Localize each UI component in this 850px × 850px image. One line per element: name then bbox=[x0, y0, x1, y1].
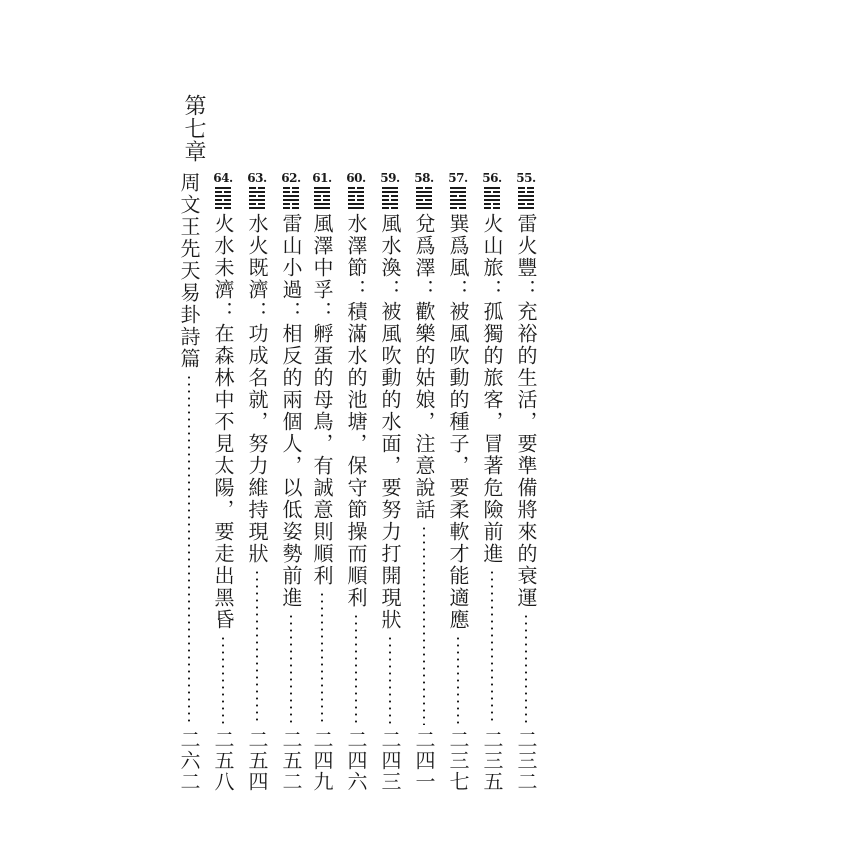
yin-line bbox=[283, 203, 299, 205]
yin-line bbox=[283, 187, 299, 189]
yang-line bbox=[416, 207, 432, 209]
dot-leader bbox=[525, 613, 527, 725]
yang-line bbox=[484, 195, 500, 197]
yin-line bbox=[518, 203, 534, 205]
entry-page: 二五二 bbox=[279, 729, 303, 792]
hexagram-icon bbox=[283, 187, 299, 209]
hexagram-icon bbox=[450, 187, 466, 209]
yin-line bbox=[314, 199, 330, 201]
yang-line bbox=[416, 203, 432, 205]
hexagram-icon bbox=[215, 187, 231, 209]
dot-leader bbox=[188, 374, 190, 725]
yang-line bbox=[348, 203, 364, 205]
yang-line bbox=[314, 191, 330, 193]
hexagram-icon bbox=[249, 187, 265, 209]
entry-number: 56. bbox=[482, 171, 502, 185]
yin-line bbox=[484, 191, 500, 193]
yang-line bbox=[416, 191, 432, 193]
entry-number: 64. bbox=[213, 171, 233, 185]
entry-page: 二五四 bbox=[245, 729, 269, 792]
entry-number: 57. bbox=[448, 171, 468, 185]
dot-leader bbox=[389, 635, 391, 725]
hexagram-icon bbox=[314, 187, 330, 209]
entry-page: 二五八 bbox=[211, 729, 235, 792]
yang-line bbox=[348, 207, 364, 209]
yin-line bbox=[450, 195, 466, 197]
toc-entry bbox=[244, 172, 270, 792]
entry-page: 二四三 bbox=[378, 729, 402, 792]
yang-line bbox=[249, 207, 265, 209]
toc-entry bbox=[377, 172, 403, 792]
section-title: 周文王先天易卦詩篇 bbox=[177, 172, 201, 370]
toc-section bbox=[176, 172, 202, 792]
entry-title: 火水未濟：在森林中不見太陽，要走出黑昏 bbox=[211, 213, 235, 631]
yang-line bbox=[249, 199, 265, 201]
yang-line bbox=[283, 195, 299, 197]
yang-line bbox=[484, 199, 500, 201]
entry-page: 二三二 bbox=[514, 729, 538, 792]
entry-title: 雷山小過：相反的兩個人，以低姿勢前進 bbox=[279, 213, 303, 609]
hexagram-icon bbox=[382, 187, 398, 209]
entry-page: 二四六 bbox=[344, 729, 368, 792]
hexagram-icon bbox=[484, 187, 500, 209]
yin-line bbox=[283, 191, 299, 193]
yang-line bbox=[348, 191, 364, 193]
dot-leader bbox=[355, 613, 357, 725]
yang-line bbox=[382, 203, 398, 205]
entry-title: 風水渙：被風吹動的水面，要努力打開現狀 bbox=[378, 213, 402, 631]
yang-line bbox=[450, 187, 466, 189]
yin-line bbox=[382, 195, 398, 197]
yin-line bbox=[314, 195, 330, 197]
dot-leader bbox=[457, 635, 459, 725]
dot-leader bbox=[321, 591, 323, 725]
hexagram-icon bbox=[348, 187, 364, 209]
entry-number: 62. bbox=[281, 171, 301, 185]
yin-line bbox=[348, 195, 364, 197]
yang-line bbox=[484, 187, 500, 189]
toc-entry bbox=[210, 172, 236, 792]
toc-entry bbox=[343, 172, 369, 792]
yang-line bbox=[518, 195, 534, 197]
yin-line bbox=[450, 207, 466, 209]
entry-number: 55. bbox=[516, 171, 536, 185]
dot-leader bbox=[256, 569, 258, 725]
entry-page: 二三七 bbox=[446, 729, 470, 792]
toc-entry bbox=[411, 172, 437, 792]
dot-leader bbox=[290, 613, 292, 725]
yin-line bbox=[382, 207, 398, 209]
yang-line bbox=[314, 207, 330, 209]
yin-line bbox=[283, 207, 299, 209]
toc-entry bbox=[513, 172, 539, 792]
yin-line bbox=[518, 187, 534, 189]
entry-title: 水火既濟：功成名就，努力維持現狀 bbox=[245, 213, 269, 565]
yang-line bbox=[518, 207, 534, 209]
yang-line bbox=[450, 199, 466, 201]
dot-leader bbox=[491, 569, 493, 725]
entry-number: 63. bbox=[247, 171, 267, 185]
entry-number: 58. bbox=[414, 171, 434, 185]
yang-line bbox=[314, 203, 330, 205]
yang-line bbox=[416, 195, 432, 197]
toc-entry bbox=[445, 172, 471, 792]
yin-line bbox=[215, 191, 231, 193]
toc-entry bbox=[309, 172, 335, 792]
yin-line bbox=[348, 187, 364, 189]
yin-line bbox=[518, 191, 534, 193]
yang-line bbox=[518, 199, 534, 201]
yang-line bbox=[450, 191, 466, 193]
yang-line bbox=[283, 199, 299, 201]
entry-number: 61. bbox=[312, 171, 332, 185]
dot-leader bbox=[222, 635, 224, 725]
yin-line bbox=[215, 207, 231, 209]
entry-page: 二四九 bbox=[310, 729, 334, 792]
toc-entry bbox=[278, 172, 304, 792]
yang-line bbox=[215, 203, 231, 205]
yin-line bbox=[249, 195, 265, 197]
entry-title: 風澤中孚：孵蛋的母鳥，有誠意則順利 bbox=[310, 213, 334, 587]
yang-line bbox=[450, 203, 466, 205]
yang-line bbox=[314, 187, 330, 189]
yin-line bbox=[382, 199, 398, 201]
entry-number: 60. bbox=[346, 171, 366, 185]
yin-line bbox=[416, 199, 432, 201]
yin-line bbox=[348, 199, 364, 201]
entry-page: 二四一 bbox=[412, 729, 436, 792]
entry-title: 兌爲澤：歡樂的姑娘，注意說話 bbox=[412, 213, 436, 521]
hexagram-icon bbox=[416, 187, 432, 209]
entry-number: 59. bbox=[380, 171, 400, 185]
yang-line bbox=[382, 187, 398, 189]
entry-title: 水澤節：積滿水的池塘，保守節操而順利 bbox=[344, 213, 368, 609]
toc-entry bbox=[479, 172, 505, 792]
yang-line bbox=[215, 187, 231, 189]
yin-line bbox=[484, 203, 500, 205]
entry-title: 雷火豐：充裕的生活，要準備將來的衰運 bbox=[514, 213, 538, 609]
yin-line bbox=[249, 203, 265, 205]
yin-line bbox=[249, 187, 265, 189]
entry-title: 巽爲風：被風吹動的種子，要柔軟才能適應 bbox=[446, 213, 470, 631]
yin-line bbox=[215, 199, 231, 201]
yin-line bbox=[484, 207, 500, 209]
yang-line bbox=[382, 191, 398, 193]
section-page: 二六二 bbox=[177, 729, 201, 792]
entry-page: 二三五 bbox=[480, 729, 504, 792]
entry-title: 火山旅：孤獨的旅客，冒著危險前進 bbox=[480, 213, 504, 565]
yang-line bbox=[215, 195, 231, 197]
yang-line bbox=[249, 191, 265, 193]
chapter-heading: 第七章 bbox=[181, 94, 206, 163]
yin-line bbox=[416, 187, 432, 189]
hexagram-icon bbox=[518, 187, 534, 209]
dot-leader bbox=[423, 525, 425, 725]
